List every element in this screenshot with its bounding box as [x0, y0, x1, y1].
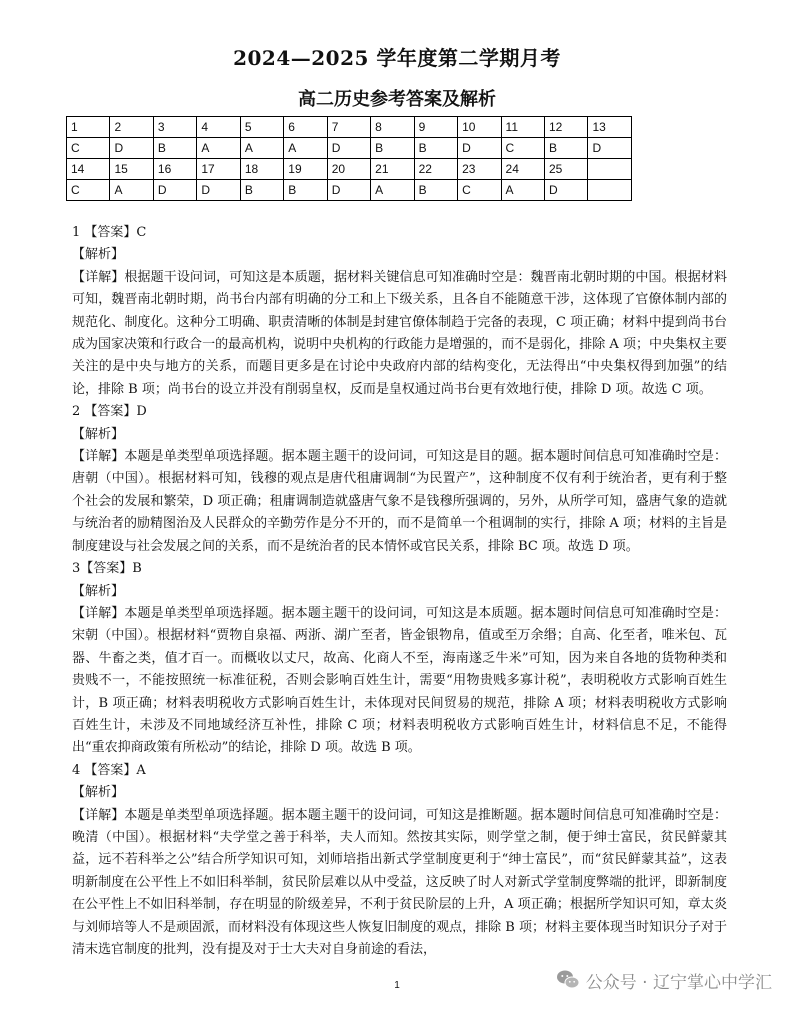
detail-q4: 【详解】本题是单类型单项选择题。据本题主题干的设问词，可知这是推断题。据本题时间信息可知准确时空是：晚清（中国）。根据材料“夫学堂之善于科举，夫人而知。然按其实际，则学堂之制，便于绅士富民，贫民鲜蒙其益，远不若科举之公”结合所学知识可知，刘师培指出新式学堂制度更利于“绅士富民”，而“贫民鲜蒙其益”，这表明新制度在公平性上不如旧科举制，贫民阶层难以从中受益，这反映了时人对新式学堂制度弊端的批评，即新制度在公平性上不如旧科举制，存在明显的阶级差异，不利于贫民阶层的上升，A 项正确；根据所学知识可知，章太炎与刘师培等人不是顽固派，而材料没有体现这些人恢复旧制度的观点，排除 B 项；材料主要体现当时知识分子对于清末选官制度的批判，没有提及对于士大夫对自身前途的看法，	[72, 807, 727, 957]
answer-table-cell: 25	[544, 159, 587, 180]
answer-table-cell: C	[67, 180, 110, 201]
answer-table-cell: 19	[284, 159, 327, 180]
answer-table-cell: 20	[327, 159, 370, 180]
answer-table-cell: A	[240, 138, 283, 159]
answer-table-cell: D	[110, 138, 153, 159]
answer-table-row	[67, 117, 632, 138]
page-subtitle: 高二历史参考答案及解析	[298, 89, 496, 110]
detail-q2: 【详解】本题是单类型单项选择题。据本题主题干的设问词，可知这是目的题。据本题时间信息可知准确时空是：唐朝（中国）。根据材料可知，钱穆的观点是唐代租庸调制“为民置产”，这种制度不仅有利于统治者，更有利于整个社会的发展和繁荣，D 项正确；租庸调制造就盛唐气象不是钱穆所强调的，另外，从所学可知，盛唐气象的造就与统治者的励精图治及人民群众的辛勤劳作是分不开的，而不是简单一个租调制的实行，排除 A 项；材料的主旨是制度建设与社会发展之间的关系，而不是统治者的民本情怀或官民关系，排除 BC 项。故选 D 项。	[72, 449, 727, 554]
answer-table-cell: A	[284, 138, 327, 159]
analysis-label-q1: 【解析】	[72, 247, 125, 263]
answer-table-cell: B	[544, 138, 587, 159]
answer-table-cell: 11	[501, 117, 544, 138]
answer-table-cell: 16	[153, 159, 196, 180]
analysis-label-q4: 【解析】	[72, 785, 125, 801]
answer-table-row	[67, 138, 632, 159]
answer-table-cell: B	[414, 138, 457, 159]
answer-table-cell: D	[458, 138, 501, 159]
answer-line-q4: 4 【答案】A	[72, 762, 146, 778]
answer-table-cell: 21	[371, 159, 414, 180]
watermark-text: 公众号 · 辽宁掌心中学汇	[585, 972, 772, 993]
answer-table-cell: 17	[197, 159, 240, 180]
answer-table-cell	[588, 180, 632, 201]
answer-line-q3: 3【答案】B	[72, 561, 142, 577]
answer-table-cell: 22	[414, 159, 457, 180]
analysis-label-q2: 【解析】	[72, 426, 125, 442]
page-title: 2024—2025 学年度第二学期月考	[233, 46, 561, 70]
answer-table-cell: A	[197, 138, 240, 159]
answer-table-cell: D	[327, 180, 370, 201]
analysis-label-q3: 【解析】	[72, 583, 125, 599]
answer-table-cell: 18	[240, 159, 283, 180]
answer-table-cell: D	[197, 180, 240, 201]
detail-q3: 【详解】本题是单类型单项选择题。据本题主题干的设问词，可知这是本质题。据本题时间信息可知准确时空是：宋朝（中国）。根据材料“贾物自泉福、两浙、湖广至者，皆金银物帛，值或至万余缗；自高、化至者，唯米包、瓦器、牛畜之类，值才百一。而概收以丈尺，故高、化商人不至，海南遂乏牛米”可知，因为来自各地的货物种类和贵贱不一，不能按照统一标准征税，否则会影响百姓生计，需要“用物贵贱多寡计税”，表明税收方式影响百姓生计，B 项正确；材料表明税收方式影响百姓生计，未体现对民间贸易的规范，排除 A 项；材料表明税收方式影响百姓生计，未涉及不同地域经济互补性，排除 C 项；材料表明税收方式影响百姓生计，材料信息不足，不能得出“重农抑商政策有所松动”的结论，排除 D 项。故选 B 项。	[72, 605, 727, 756]
answer-table-cell: 2	[110, 117, 153, 138]
answer-table-cell: 10	[458, 117, 501, 138]
answer-table-cell: 7	[327, 117, 370, 138]
answer-table-cell: 15	[110, 159, 153, 180]
answer-table-cell	[588, 159, 632, 180]
page-number: 1	[394, 980, 400, 991]
watermark	[556, 965, 772, 995]
answer-table-cell: 23	[458, 159, 501, 180]
answer-table-cell: 4	[197, 117, 240, 138]
answer-table-cell: 12	[544, 117, 587, 138]
answer-table-cell: 3	[153, 117, 196, 138]
answer-table-cell: B	[284, 180, 327, 201]
answer-table-cell: B	[371, 138, 414, 159]
answer-table-cell: B	[153, 138, 196, 159]
answer-table-cell: A	[110, 180, 153, 201]
answer-table-cell: B	[240, 180, 283, 201]
answer-table-cell: 1	[67, 117, 110, 138]
answer-table	[66, 116, 632, 201]
answer-table-cell: 13	[588, 117, 632, 138]
answer-table-cell: C	[501, 138, 544, 159]
answer-table-cell: D	[588, 138, 632, 159]
explanations	[72, 222, 727, 961]
answer-table-cell: 24	[501, 159, 544, 180]
answer-table-row	[67, 180, 632, 201]
answer-table-row	[67, 159, 632, 180]
answer-table-cell: C	[458, 180, 501, 201]
answer-table-cell: 5	[240, 117, 283, 138]
answer-table-cell: A	[371, 180, 414, 201]
answer-table-cell: D	[327, 138, 370, 159]
answer-table-cell: D	[544, 180, 587, 201]
wechat-icon	[556, 969, 580, 991]
answer-table-cell: 6	[284, 117, 327, 138]
answer-table-cell: D	[153, 180, 196, 201]
answer-table-cell: B	[414, 180, 457, 201]
answer-table-cell: 8	[371, 117, 414, 138]
answer-line-q1: 1 【答案】C	[72, 225, 147, 240]
answer-table-cell: C	[67, 138, 110, 159]
answer-table-cell: 14	[67, 159, 110, 180]
detail-q1: 【详解】根据题干设问词，可知这是本质题，据材料关键信息可知准确时空是：魏晋南北朝时期的中国。根据材料可知，魏晋南北朝时期，尚书台内部有明确的分工和上下级关系，且各自不能随意干涉，这体现了官僚体制内部的规范化、制度化。这种分工明确、职责清晰的体制是封建官僚体制趋于完备的表现，C 项正确；材料中提到尚书台成为国家决策和行政合一的最高机构，说明中央机构的行政能力是增强的，而不是弱化，排除 A 项；中央集权主要关注的是中央与地方的关系，而题目更多是在讨论中央政府内部的结构变化，无法得出“中央集权得到加强”的结论，排除 B 项；尚书台的设立并没有削弱皇权，反而是皇权通过尚书台更有效地行使，排除 D 项。故选 C 项。	[72, 269, 727, 397]
answer-line-q2: 2 【答案】D	[72, 404, 147, 420]
answer-table-cell: A	[501, 180, 544, 201]
answer-table-cell: 9	[414, 117, 457, 138]
